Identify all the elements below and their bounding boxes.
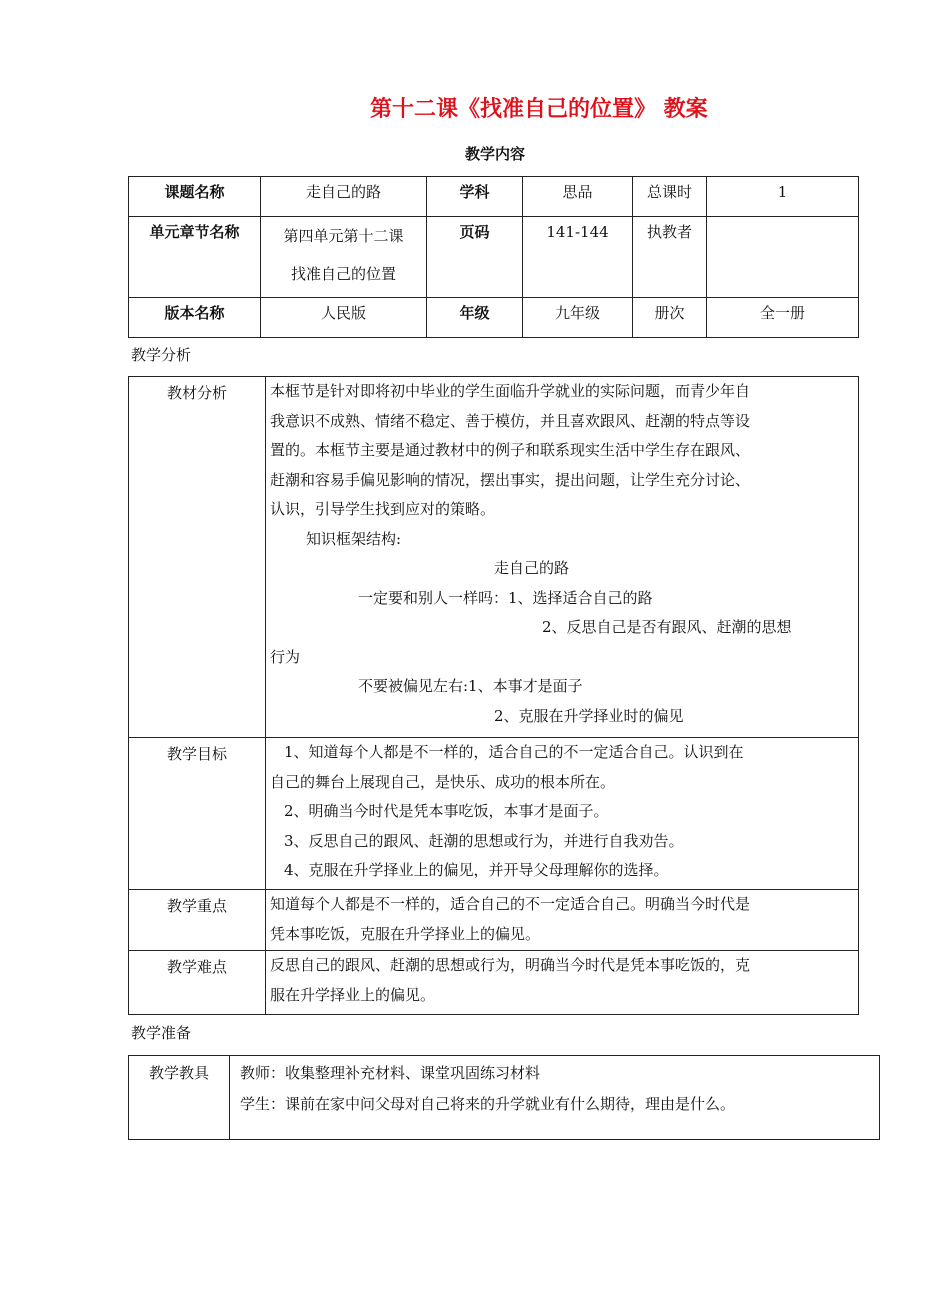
body-line: 3、反思自己的跟风、赶潮的思想或行为，并进行自我劝告。 <box>284 831 684 850</box>
body-line: 1、知道每个人都是不一样的，适合自己的不一定适合自己。认识到在 <box>284 743 744 761</box>
info-cell <box>707 217 859 298</box>
body-line: 自己的舞台上展现自己，是快乐、成功的根本所在。 <box>270 772 616 791</box>
section-label-preparation: 教学准备 <box>131 1024 192 1042</box>
preparation-table <box>128 1055 880 1140</box>
row-body <box>230 1056 880 1140</box>
info-cell: 九年级 <box>523 298 633 338</box>
info-cell: 年级 <box>427 298 523 338</box>
row-label: 教学难点 <box>129 951 266 1015</box>
info-row <box>129 177 859 217</box>
analysis-row-key-points <box>129 890 859 951</box>
info-cell: 人民版 <box>261 298 427 338</box>
body-line: 赶潮和容易手偏见影响的情况，摆出事实，提出问题，让学生充分讨论、 <box>270 470 751 489</box>
info-cell: 执教者 <box>633 217 707 298</box>
row-label: 教学目标 <box>129 738 266 890</box>
body-line: 本框节是针对即将初中毕业的学生面临升学就业的实际问题，而青少年自 <box>270 382 751 400</box>
info-cell: 页码 <box>427 217 523 298</box>
info-cell: 总课时 <box>633 177 707 217</box>
row-label: 教学教具 <box>129 1056 230 1140</box>
body-line: 不要被偏见左右:1、本事才是面子 <box>358 677 583 695</box>
row-body <box>266 951 859 1015</box>
info-cell: 走自己的路 <box>261 177 427 217</box>
document-title: 第十二课《找准自己的位置》 教案 <box>370 97 708 122</box>
body-line: 我意识不成熟、情绪不稳定、善于模仿，并且喜欢跟风、赶潮的特点等设 <box>270 411 751 430</box>
row-body <box>266 890 859 951</box>
body-line: 凭本事吃饭，克服在升学择业上的偏见。 <box>270 924 541 943</box>
section-label-analysis: 教学分析 <box>131 346 192 364</box>
body-line: 4、克服在升学择业上的偏见，并开导父母理解你的选择。 <box>284 861 669 879</box>
info-cell: 第四单元第十二课 找准自己的位置 <box>261 217 427 298</box>
body-line: 2、反思自己是否有跟风、赶潮的思想 <box>542 618 792 636</box>
info-row <box>129 217 859 298</box>
info-cell: 1 <box>707 177 859 217</box>
body-line: 知道每个人都是不一样的，适合自己的不一定适合自己。明确当今时代是 <box>270 895 751 913</box>
section-title-content: 教学内容 <box>464 145 525 163</box>
body-line: 置的。本框节主要是通过教材中的例子和联系现实生活中学生存在跟风、 <box>270 441 751 459</box>
analysis-table <box>128 376 859 1015</box>
body-line: 服在升学择业上的偏见。 <box>270 985 436 1004</box>
row-body <box>266 738 859 890</box>
info-cell: 版本名称 <box>129 298 261 338</box>
row-body <box>266 377 859 738</box>
body-line: 知识框架结构: <box>306 529 402 548</box>
info-table <box>128 176 859 338</box>
body-line: 2、克服在升学择业时的偏见 <box>494 706 684 725</box>
body-line: 一定要和别人一样吗：1、选择适合自己的路 <box>358 588 653 607</box>
row-label: 教材分析 <box>129 377 266 738</box>
body-line: 走自己的路 <box>494 559 570 577</box>
info-cell: 课题名称 <box>129 177 261 217</box>
row-label: 教学重点 <box>129 890 266 951</box>
body-line: 2、明确当今时代是凭本事吃饭，本事才是面子。 <box>284 802 609 820</box>
preparation-row <box>129 1056 880 1140</box>
info-cell: 单元章节名称 <box>129 217 261 298</box>
analysis-row-difficulties <box>129 951 859 1015</box>
body-line: 行为 <box>270 647 301 666</box>
info-cell: 思品 <box>523 177 633 217</box>
info-cell: 学科 <box>427 177 523 217</box>
info-cell: 141-144 <box>523 217 633 298</box>
body-line: 教师：收集整理补充材料、课堂巩固练习材料 <box>240 1064 541 1082</box>
info-row <box>129 298 859 338</box>
info-cell: 册次 <box>633 298 707 338</box>
analysis-row-material <box>129 377 859 738</box>
body-line: 反思自己的跟风、赶潮的思想或行为，明确当今时代是凭本事吃饭的，克 <box>270 956 751 974</box>
body-line: 认识，引导学生找到应对的策略。 <box>270 500 496 518</box>
body-line: 学生：课前在家中问父母对自己将来的升学就业有什么期待，理由是什么。 <box>240 1095 736 1113</box>
analysis-row-goals <box>129 738 859 890</box>
info-cell: 全一册 <box>707 298 859 338</box>
